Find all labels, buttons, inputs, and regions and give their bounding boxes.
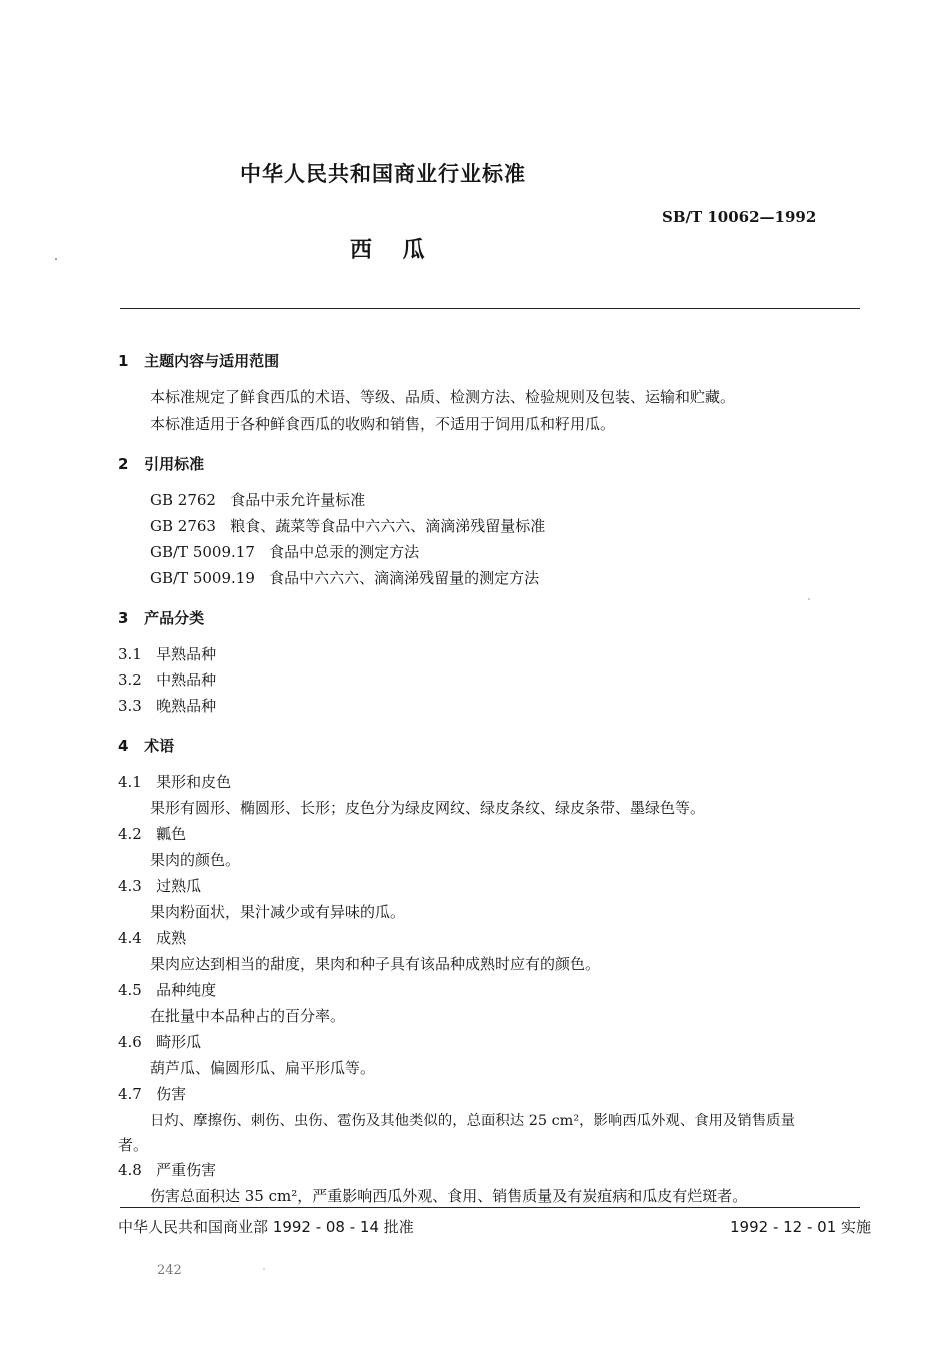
section-1-heading: 1 主题内容与适用范围 [118, 352, 280, 370]
term-4-1-definition: 果形有圆形、椭圆形、长形；皮色分为绿皮网纹、绿皮条纹、绿皮条带、墨绿色等。 [150, 799, 706, 817]
header-rule [120, 308, 860, 309]
scan-speck [263, 1268, 265, 1270]
term-4-4-title: 4.4 成熟 [118, 929, 187, 947]
reference-item: GB/T 5009.17 食品中总汞的测定方法 [150, 543, 420, 561]
term-4-4-definition: 果肉应达到相当的甜度，果肉和种子具有该品种成熟时应有的颜色。 [150, 955, 601, 973]
section-4-heading: 4 术语 [118, 737, 175, 755]
term-4-7-definition: 日灼、摩擦伤、刺伤、虫伤、雹伤及其他类似的，总面积达 25 cm²，影响西瓜外观、食用及销售质量 [150, 1113, 795, 1129]
footer-rule [120, 1207, 860, 1208]
term-4-3-title: 4.3 过熟瓜 [118, 877, 202, 895]
section-1-paragraph-2: 本标准适用于各种鲜食西瓜的收购和销售，不适用于饲用瓜和籽用瓜。 [150, 415, 616, 433]
term-4-5-title: 4.5 品种纯度 [118, 981, 217, 999]
reference-item: GB 2762 食品中汞允许量标准 [150, 491, 366, 509]
term-4-6-title: 4.6 畸形瓜 [118, 1033, 202, 1051]
section-2-heading: 2 引用标准 [118, 455, 205, 473]
reference-item: GB 2763 粮食、蔬菜等食品中六六六、滴滴涕残留量标准 [150, 517, 546, 535]
scan-speck [55, 258, 57, 260]
standard-code: SB/T 10062—1992 [662, 208, 817, 226]
org-title: 中华人民共和国商业行业标准 [240, 162, 526, 186]
term-4-3-definition: 果肉粉面状，果汁减少或有异味的瓜。 [150, 903, 406, 921]
classification-item: 3.1 早熟品种 [118, 645, 217, 663]
approval-line: 中华人民共和国商业部 1992 - 08 - 14 批准 [118, 1218, 414, 1236]
document-title: 西 瓜 [350, 238, 425, 263]
term-4-1-title: 4.1 果形和皮色 [118, 773, 232, 791]
term-4-8-title: 4.8 严重伤害 [118, 1161, 217, 1179]
term-4-7-definition-continued: 者。 [118, 1136, 149, 1154]
term-4-2-title: 4.2 瓤色 [118, 825, 187, 843]
term-4-2-definition: 果肉的颜色。 [150, 851, 241, 869]
section-3-heading: 3 产品分类 [118, 609, 205, 627]
reference-item: GB/T 5009.19 食品中六六六、滴滴涕残留量的测定方法 [150, 569, 540, 587]
term-4-6-definition: 葫芦瓜、偏圆形瓜、扁平形瓜等。 [150, 1059, 376, 1077]
term-4-8-definition: 伤害总面积达 35 cm²，严重影响西瓜外观、食用、销售质量及有炭疽病和瓜皮有烂斑者。 [150, 1187, 748, 1205]
scan-speck [808, 598, 810, 600]
term-4-5-definition: 在批量中本品种占的百分率。 [150, 1007, 346, 1025]
term-4-7-title: 4.7 伤害 [118, 1085, 187, 1103]
classification-item: 3.3 晚熟品种 [118, 697, 217, 715]
effective-date: 1992 - 12 - 01 实施 [730, 1218, 872, 1236]
page-number: 242 [157, 1263, 182, 1278]
section-1-paragraph-1: 本标准规定了鲜食西瓜的术语、等级、品质、检测方法、检验规则及包装、运输和贮藏。 [150, 388, 736, 406]
classification-item: 3.2 中熟品种 [118, 671, 217, 689]
